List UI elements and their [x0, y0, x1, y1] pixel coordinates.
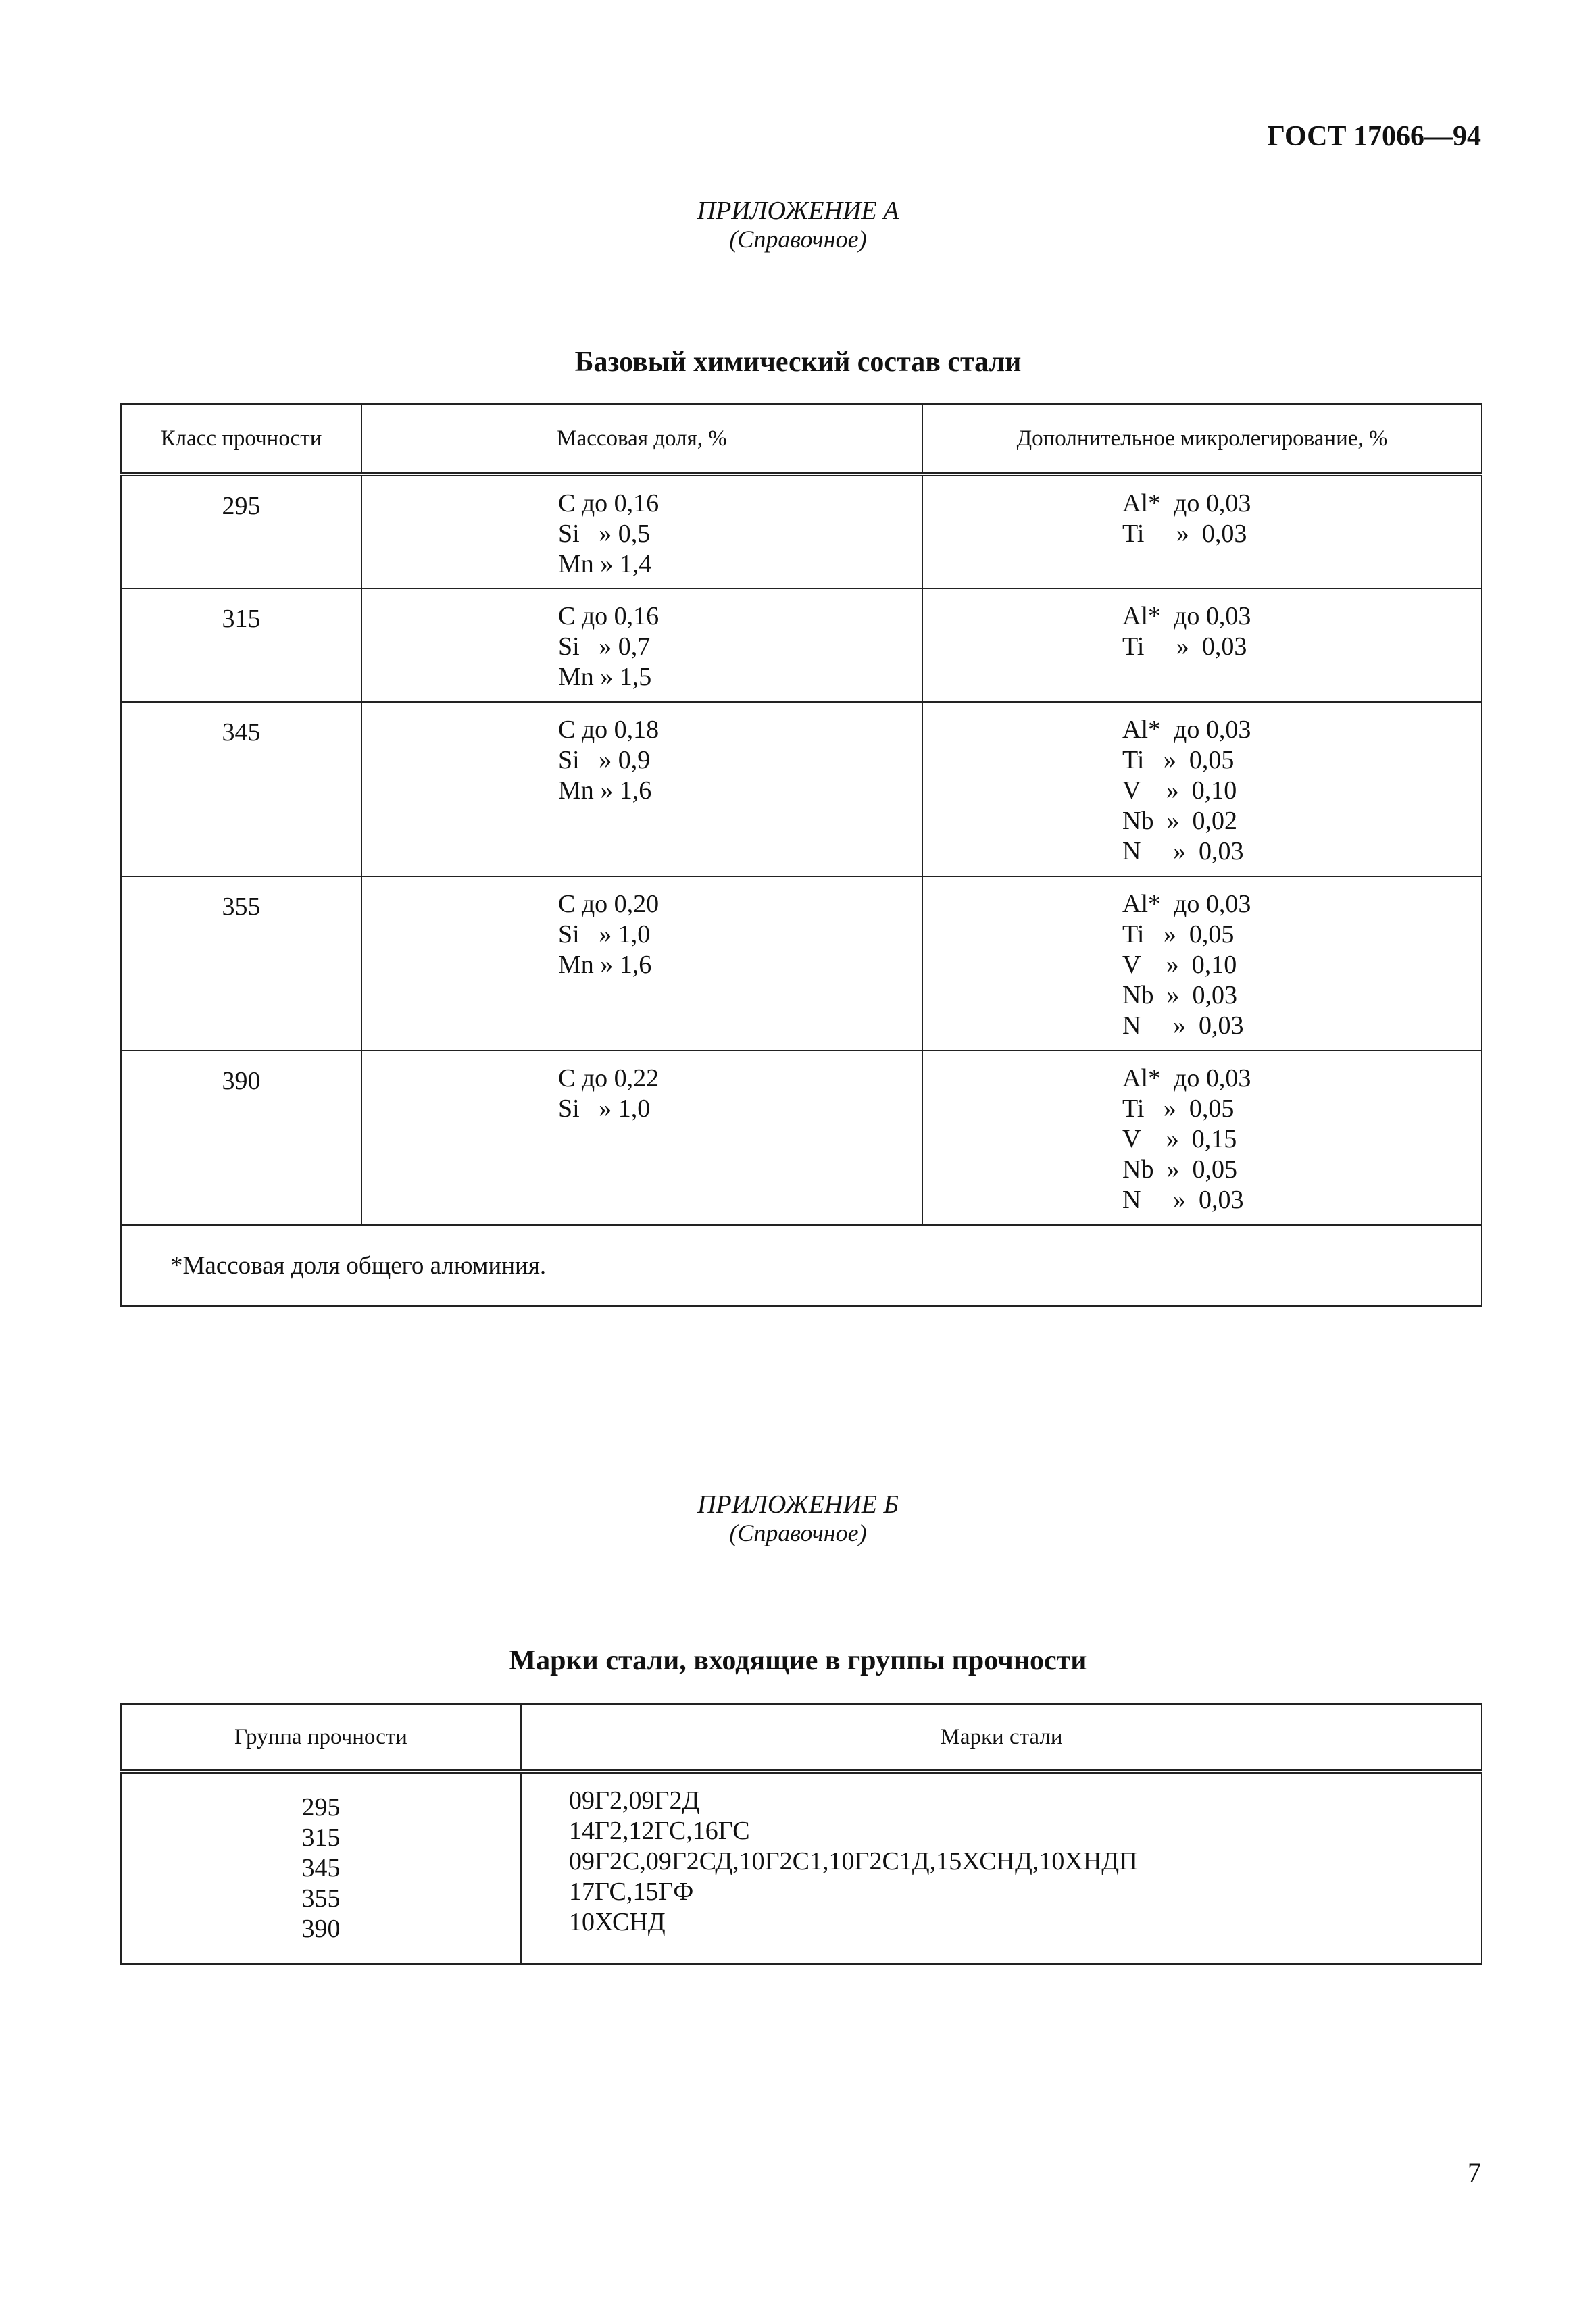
strength-class-cell: 295 [121, 474, 361, 588]
microalloying-line: N » 0,03 [1122, 837, 1244, 865]
mass-fraction-line: Mn » 1,6 [558, 951, 652, 979]
steel-grade-list: 10ХСНД [569, 1908, 666, 1936]
strength-class-cell: 345 [121, 702, 361, 876]
steel-grades-table [120, 1703, 1482, 1965]
microalloying-line: Nb » 0,03 [1122, 981, 1237, 1009]
mass-fraction-cell [361, 876, 922, 1051]
composition-row [121, 474, 1482, 588]
microalloying-cell [922, 702, 1482, 876]
microalloying-cell [922, 1051, 1482, 1225]
mass-fraction-line: C до 0,22 [558, 1064, 659, 1092]
mass-fraction-line: C до 0,18 [558, 715, 659, 744]
microalloying-cell [922, 474, 1482, 588]
mass-fraction-line: Mn » 1,6 [558, 776, 652, 805]
microalloying-line: Ti » 0,05 [1122, 920, 1235, 949]
microalloying-cell [922, 876, 1482, 1051]
microalloying-line: Ti » 0,05 [1122, 746, 1235, 774]
mass-fraction-line: Si » 0,7 [558, 632, 651, 661]
column-header: Группа прочности [121, 1704, 521, 1771]
chemical-composition-table [120, 403, 1482, 1307]
microalloying-line: Ti » 0,05 [1122, 1095, 1235, 1123]
steel-grade-list: 14Г2,12ГС,16ГС [569, 1817, 750, 1845]
microalloying-line: Al* до 0,03 [1122, 890, 1251, 918]
appendix-a-subtitle: (Справочное) [729, 226, 867, 253]
appendix-a-table-title: Базовый химический состав стали [574, 347, 1022, 378]
microalloying-cell [922, 588, 1482, 702]
microalloying-line: Nb » 0,02 [1122, 807, 1237, 835]
microalloying-line: N » 0,03 [1122, 1011, 1244, 1040]
mass-fraction-line: C до 0,16 [558, 602, 659, 630]
steel-grade-list: 09Г2С,09Г2СД,10Г2С1,10Г2С1Д,15ХСНД,10ХНДП [569, 1847, 1138, 1876]
column-header: Класс прочности [121, 404, 361, 474]
microalloying-line: Nb » 0,05 [1122, 1155, 1237, 1184]
mass-fraction-line: C до 0,16 [558, 489, 659, 518]
appendix-b-subtitle: (Справочное) [729, 1519, 867, 1546]
mass-fraction-line: Si » 1,0 [558, 920, 651, 949]
microalloying-line: V » 0,10 [1122, 951, 1237, 979]
mass-fraction-cell [361, 702, 922, 876]
mass-fraction-line: Si » 0,5 [558, 520, 651, 548]
strength-group: 390 [301, 1915, 341, 1943]
microalloying-line: Al* до 0,03 [1122, 602, 1251, 630]
column-header: Дополнительное микролегирование, % [922, 404, 1482, 474]
document-id: ГОСТ 17066—94 [1267, 121, 1481, 152]
appendix-a-title: ПРИЛОЖЕНИЕ А [697, 197, 899, 225]
strength-group: 355 [301, 1884, 341, 1913]
composition-row [121, 702, 1482, 876]
column-header: Марки стали [521, 1704, 1482, 1771]
strength-group: 345 [301, 1854, 341, 1882]
footnote-row [121, 1225, 1482, 1306]
mass-fraction-line: Mn » 1,4 [558, 550, 652, 578]
mass-fraction-line: Mn » 1,5 [558, 663, 652, 691]
column-header: Массовая доля, % [361, 404, 922, 474]
microalloying-line: Al* до 0,03 [1122, 715, 1251, 744]
strength-group: 315 [301, 1823, 341, 1852]
microalloying-line: Al* до 0,03 [1122, 489, 1251, 518]
mass-fraction-cell [361, 1051, 922, 1225]
composition-row [121, 876, 1482, 1051]
steel-grades-cell [521, 1771, 1482, 1964]
footnote: *Массовая доля общего алюминия. [121, 1225, 1482, 1306]
mass-fraction-line: C до 0,20 [558, 890, 659, 918]
mass-fraction-cell [361, 588, 922, 702]
steel-grade-list: 17ГС,15ГФ [569, 1878, 694, 1906]
mass-fraction-line: Si » 1,0 [558, 1095, 651, 1123]
mass-fraction-line: Si » 0,9 [558, 746, 651, 774]
steel-grade-list: 09Г2,09Г2Д [569, 1786, 700, 1815]
microalloying-line: V » 0,15 [1122, 1125, 1237, 1153]
appendix-b-table-title: Марки стали, входящие в группы прочности [509, 1645, 1087, 1676]
composition-row [121, 1051, 1482, 1225]
strength-groups-cell [121, 1771, 521, 1964]
microalloying-line: N » 0,03 [1122, 1186, 1244, 1214]
appendix-b-title: ПРИЛОЖЕНИЕ Б [697, 1490, 899, 1519]
composition-row [121, 588, 1482, 702]
strength-class-cell: 355 [121, 876, 361, 1051]
strength-class-cell: 390 [121, 1051, 361, 1225]
strength-group: 295 [301, 1793, 341, 1821]
microalloying-line: Al* до 0,03 [1122, 1064, 1251, 1092]
strength-class-cell: 315 [121, 588, 361, 702]
microalloying-line: V » 0,10 [1122, 776, 1237, 805]
mass-fraction-cell [361, 474, 922, 588]
microalloying-line: Ti » 0,03 [1122, 520, 1247, 548]
microalloying-line: Ti » 0,03 [1122, 632, 1247, 661]
page-number: 7 [1468, 2157, 1481, 2188]
